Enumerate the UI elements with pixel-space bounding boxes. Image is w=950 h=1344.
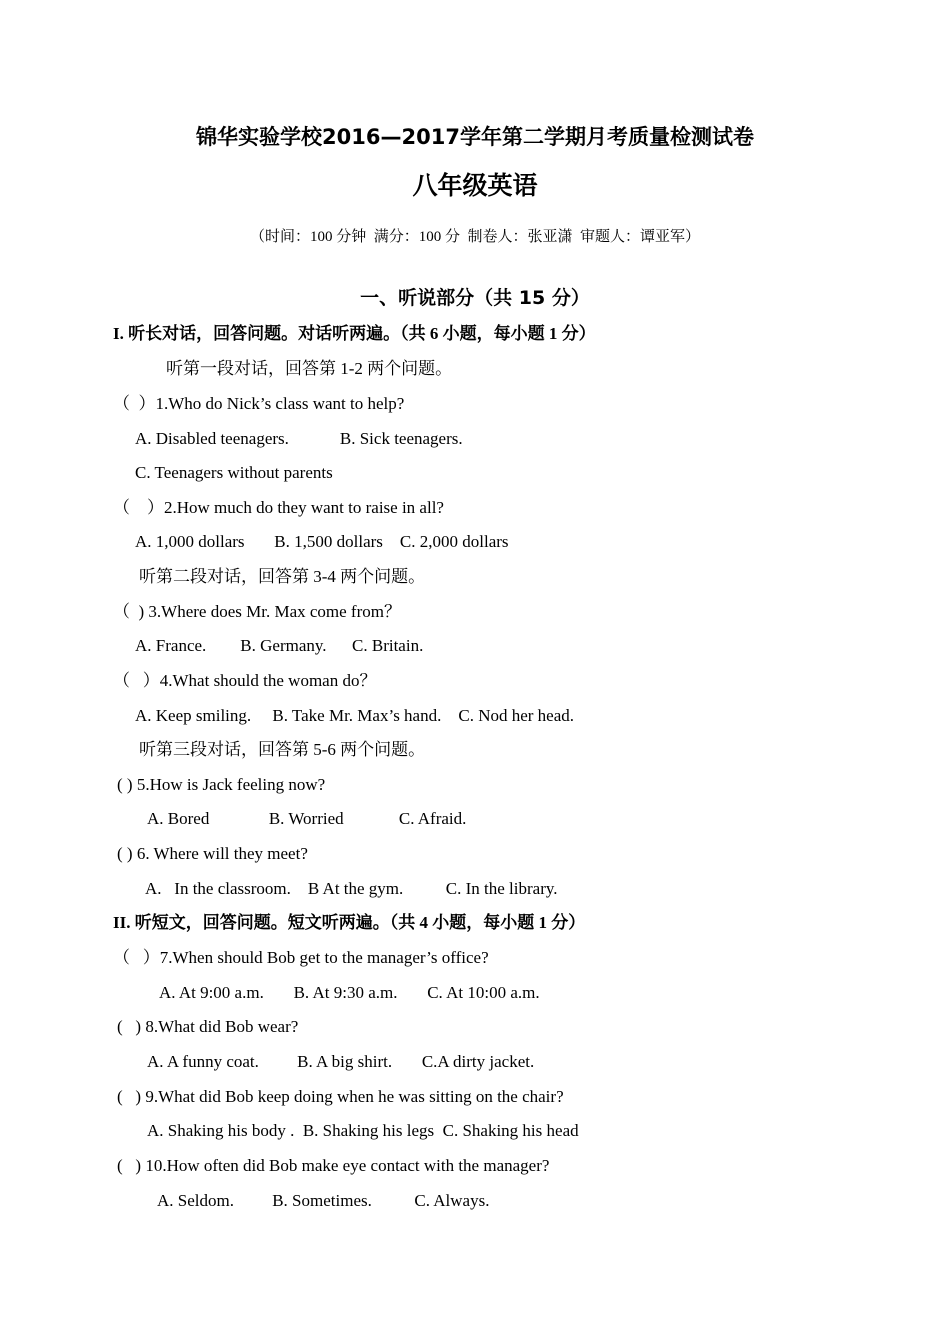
- part1-heading: I. 听长对话，回答问题。对话听两遍。（共 6 小题，每小题 1 分）: [113, 324, 596, 343]
- question-8-options: A. A funny coat. B. A big shirt. C.A dirty jacket.: [147, 1052, 535, 1071]
- question-1-option-c: C. Teenagers without parents: [135, 463, 333, 482]
- dialog1-intro: 听第一段对话，回答第 1-2 两个问题。: [166, 359, 453, 378]
- question-8: ( ) 8.What did Bob wear?: [117, 1017, 299, 1036]
- question-7-options: A. At 9:00 a.m. B. At 9:30 a.m. C. At 10:00 a.m.: [159, 983, 540, 1002]
- exam-subject: 八年级英语: [412, 171, 538, 200]
- part2-heading: II. 听短文，回答问题。短文听两遍。（共 4 小题，每小题 1 分）: [113, 913, 586, 932]
- question-3-options: A. France. B. Germany. C. Britain.: [135, 636, 424, 655]
- question-5-options: A. Bored B. Worried C. Afraid.: [147, 809, 467, 828]
- question-1-options-ab: A. Disabled teenagers. B. Sick teenagers.: [135, 429, 463, 448]
- question-6-options: A. In the classroom. B At the gym. C. In the library.: [145, 879, 558, 898]
- dialog2-intro: 听第二段对话，回答第 3-4 两个问题。: [139, 567, 426, 586]
- question-3: （ ) 3.Where does Mr. Max come from？: [113, 602, 401, 621]
- question-7: （ ）7.When should Bob get to the manager’s office?: [113, 948, 489, 967]
- exam-info: （时间：100 分钟 满分：100 分 制卷人：张亚潇 审题人：谭亚军）: [249, 229, 700, 245]
- section-title: 一、听说部分（共 15 分）: [360, 287, 590, 309]
- question-9-options: A. Shaking his body . B. Shaking his legs C. Shaking his head: [147, 1121, 579, 1140]
- question-9: ( ) 9.What did Bob keep doing when he was sitting on the chair?: [117, 1087, 564, 1106]
- question-4-options: A. Keep smiling. B. Take Mr. Max’s hand. C. Nod her head.: [135, 706, 575, 725]
- question-6: ( ) 6. Where will they meet?: [117, 844, 308, 863]
- question-2: （ ）2.How much do they want to raise in all?: [113, 498, 444, 517]
- question-2-options: A. 1,000 dollars B. 1,500 dollars C. 2,000 dollars: [135, 532, 509, 551]
- exam-title: 锦华实验学校2016—2017学年第二学期月考质量检测试卷: [196, 125, 754, 149]
- dialog3-intro: 听第三段对话，回答第 5-6 两个问题。: [139, 740, 426, 759]
- question-1: （ ）1.Who do Nick’s class want to help?: [113, 394, 405, 413]
- question-5: ( ) 5.How is Jack feeling now?: [117, 775, 326, 794]
- question-10-options: A. Seldom. B. Sometimes. C. Always.: [157, 1191, 490, 1210]
- question-4: （ ）4.What should the woman do？: [113, 671, 377, 690]
- question-10: ( ) 10.How often did Bob make eye contact with the manager?: [117, 1156, 550, 1175]
